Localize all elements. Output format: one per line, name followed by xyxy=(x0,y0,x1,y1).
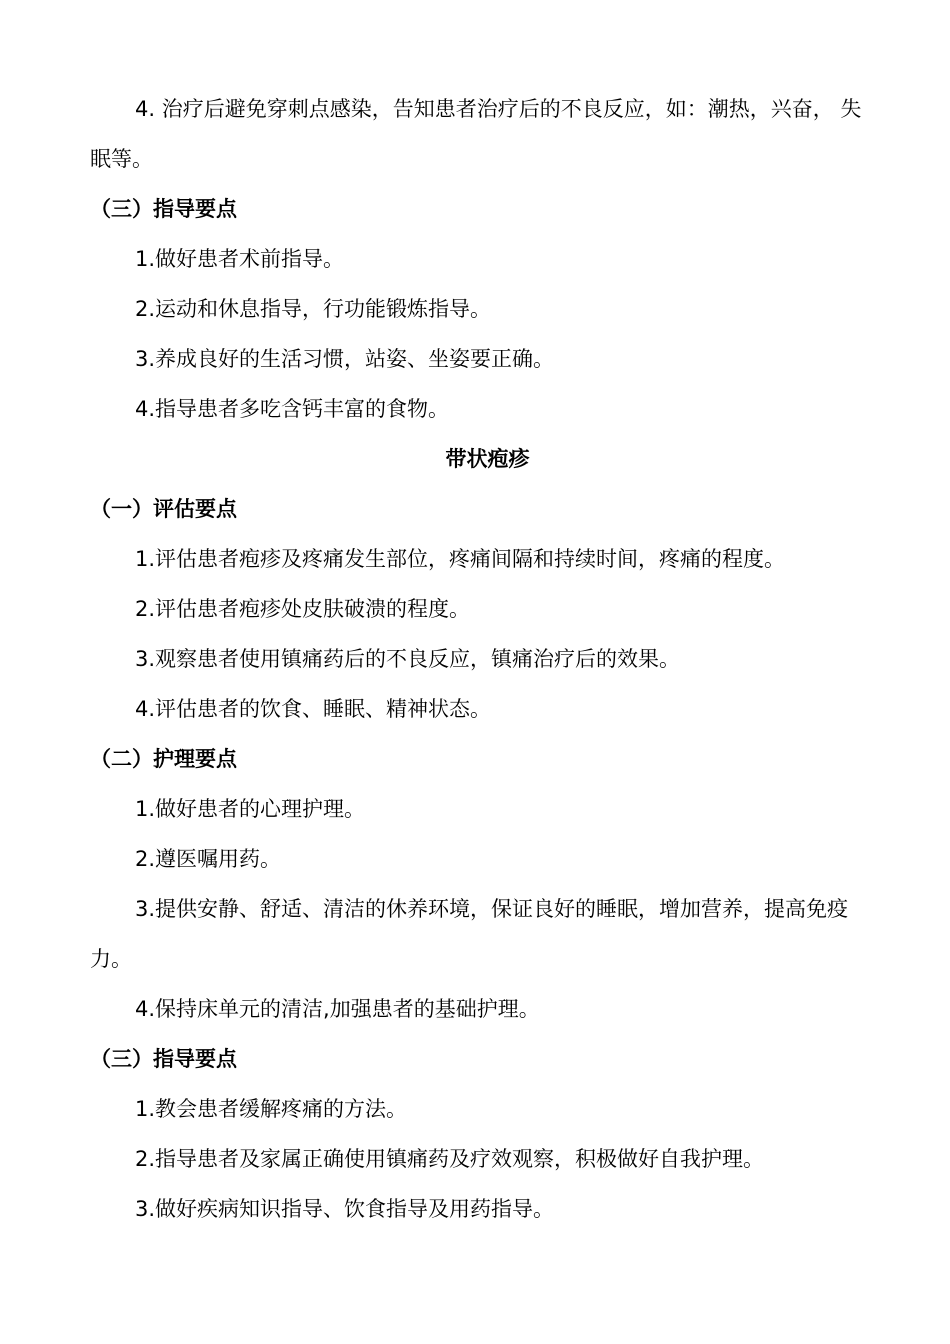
list-item: 1.做好患者术前指导。 xyxy=(135,247,345,271)
list-item: 1.教会患者缓解疼痛的方法。 xyxy=(135,1097,408,1121)
list-item: 2.运动和休息指导，行功能锻炼指导。 xyxy=(135,297,492,321)
paragraph-line: 眠等。 xyxy=(90,147,153,171)
paragraph-line: 4. 治疗后避免穿刺点感染，告知患者治疗后的不良反应，如：潮热，兴奋， 失 xyxy=(135,97,862,121)
list-item: 4.评估患者的饮食、睡眠、精神状态。 xyxy=(135,697,492,721)
list-item: 3.观察患者使用镇痛药后的不良反应，镇痛治疗后的效果。 xyxy=(135,647,681,671)
list-item: 1.评估患者疱疹及疼痛发生部位，疼痛间隔和持续时间，疼痛的程度。 xyxy=(135,547,786,571)
list-item: 3.做好疾病知识指导、饮食指导及用药指导。 xyxy=(135,1197,555,1221)
section-heading: （三）指导要点 xyxy=(90,1047,237,1071)
paragraph-line: 力。 xyxy=(90,947,132,971)
list-item: 2.指导患者及家属正确使用镇痛药及疗效观察，积极做好自我护理。 xyxy=(135,1147,765,1171)
list-item: 3.养成良好的生活习惯，站姿、坐姿要正确。 xyxy=(135,347,555,371)
document-page xyxy=(90,84,885,1234)
list-item: 4.保持床单元的清洁,加强患者的基础护理。 xyxy=(135,997,540,1021)
section-heading: （三）指导要点 xyxy=(90,197,237,221)
list-item: 2.遵医嘱用药。 xyxy=(135,847,282,871)
section-heading: （二）护理要点 xyxy=(90,747,237,771)
list-item: 4.指导患者多吃含钙丰富的食物。 xyxy=(135,397,450,421)
section-heading: （一）评估要点 xyxy=(90,497,237,521)
list-item: 2.评估患者疱疹处皮肤破溃的程度。 xyxy=(135,597,471,621)
list-item: 1.做好患者的心理护理。 xyxy=(135,797,366,821)
page-title: 带状疱疹 xyxy=(445,447,530,471)
list-item: 3.提供安静、舒适、清洁的休养环境，保证良好的睡眠，增加营养，提高免疫 xyxy=(135,897,849,921)
